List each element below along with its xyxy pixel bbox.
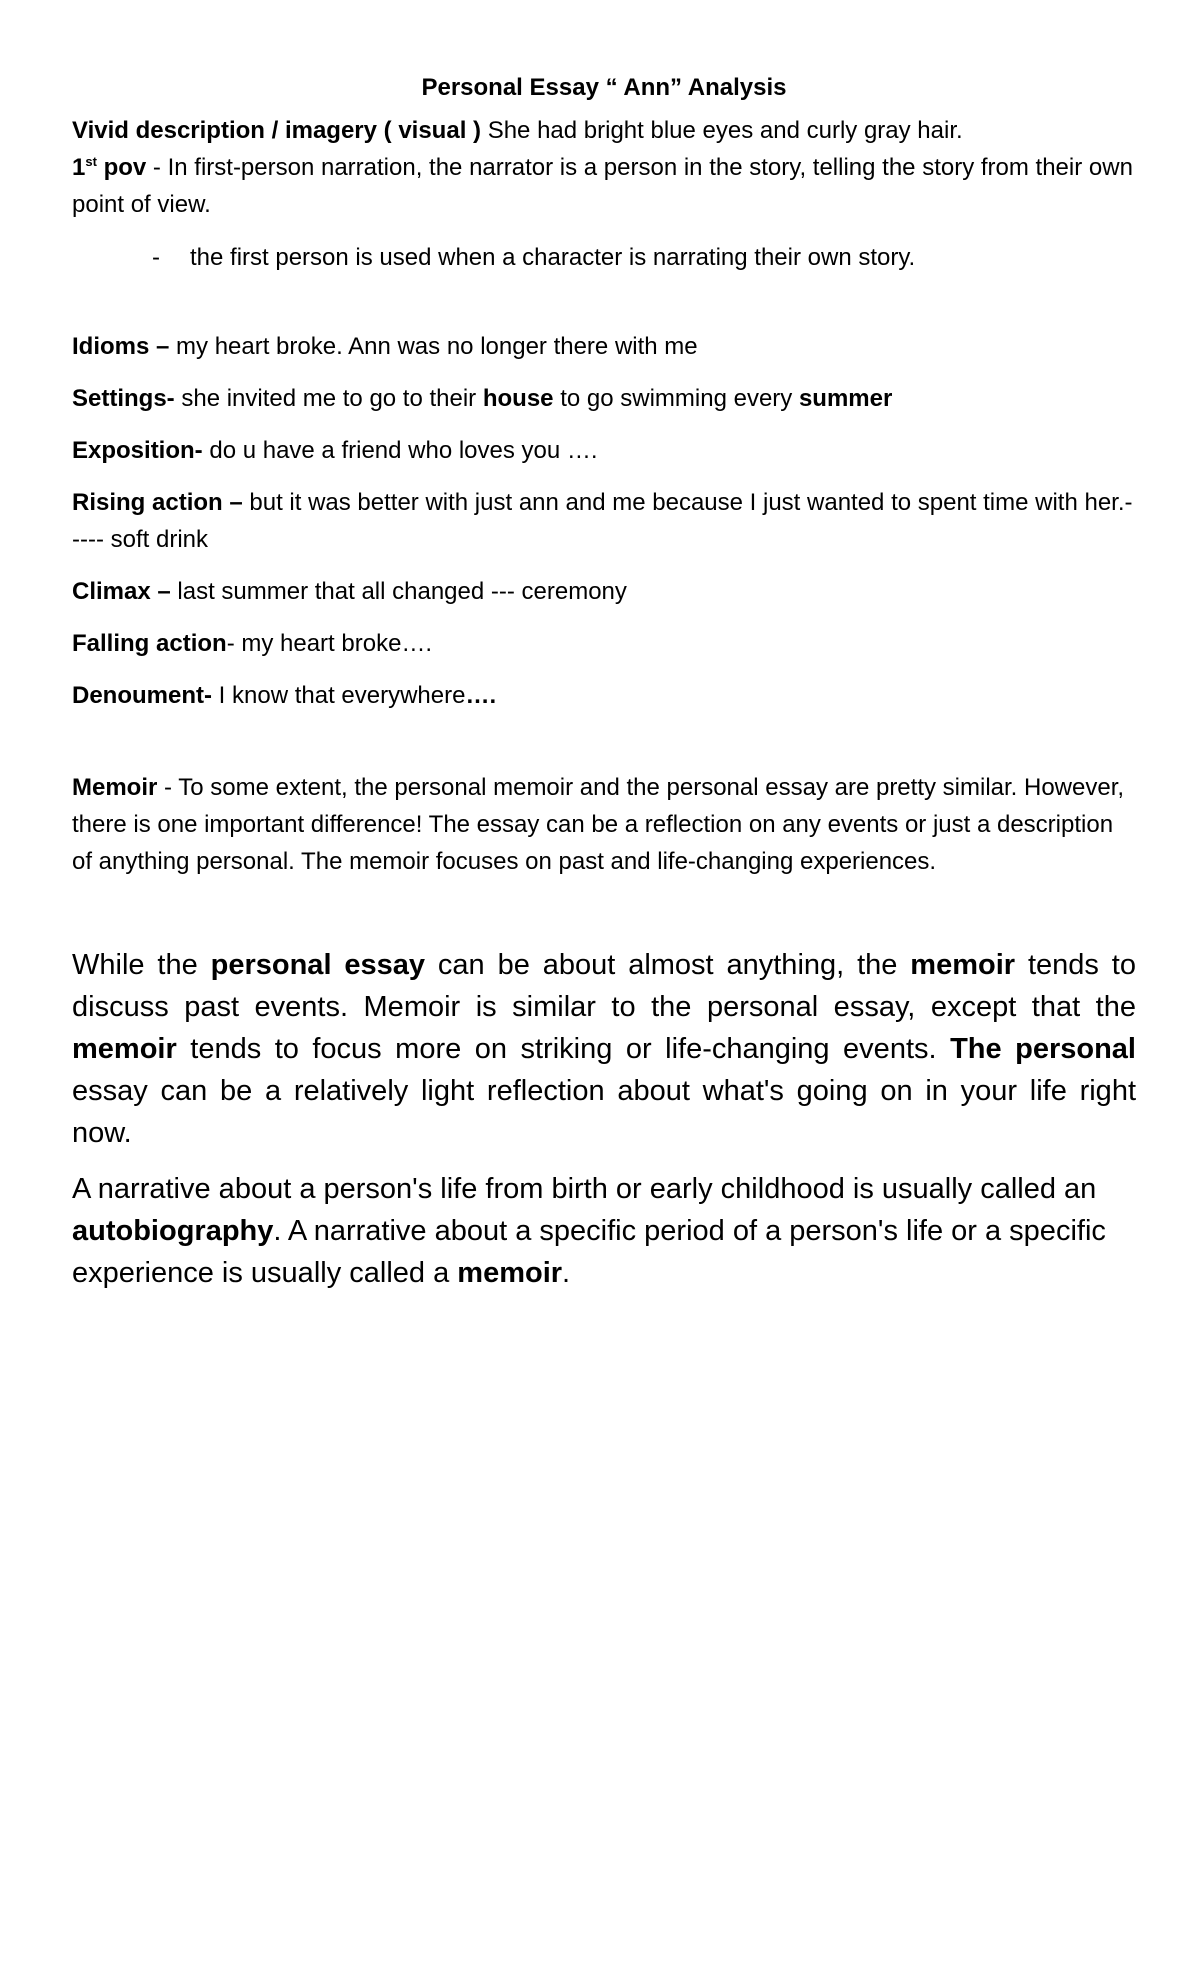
para1-text-2: can be about almost anything, the (425, 949, 911, 981)
falling-action-line (72, 625, 1136, 662)
climax-label: Climax – (72, 578, 171, 605)
para2-bold-autobiography: autobiography (72, 1215, 274, 1247)
bullet-dash: - (152, 244, 160, 271)
pov-label: pov (96, 154, 147, 181)
denoument-text: I know that everywhere (212, 682, 466, 709)
pov-superscript: st (85, 154, 97, 169)
idioms-text: my heart broke. Ann was no longer there with me (169, 333, 698, 360)
memoir-text: - To some extent, the personal memoir and the personal essay are pretty similar. However, there is one important difference! The essay can be a reflection on any events or just a description of anything personal. The memoir focuses on past and life-changing experiences. (72, 774, 1125, 875)
para2-text-3: . (562, 1257, 571, 1289)
para1-text-4: tends to focus more on striking or life-changing events. (176, 1033, 951, 1065)
para1-text-3: tends to discuss past events. Memoir is similar to the personal essay, except that the (72, 949, 1136, 1023)
denoument-line (72, 677, 1136, 714)
para2-bold-memoir: memoir (457, 1257, 563, 1289)
pov-paragraph (72, 149, 1136, 223)
falling-action-label: Falling action (72, 630, 227, 657)
pov-text: - In first-person narration, the narrator is a person in the story, telling the story from their own point of view. (72, 154, 1133, 218)
exposition-text: do u have a friend who loves you …. (202, 437, 598, 464)
para1-bold-personal-essay: personal essay (210, 949, 426, 981)
climax-text: last summer that all changed --- ceremony (170, 578, 627, 605)
para1-bold-the-personal: The personal (950, 1033, 1136, 1065)
exposition-label: Exposition- (72, 437, 203, 464)
para2-text-1: A narrative about a person's life from birth or early childhood is usually called an (72, 1173, 1097, 1205)
idioms-label: Idioms – (72, 333, 170, 360)
denoument-ellipsis: …. (465, 682, 497, 709)
idioms-line (72, 328, 1136, 365)
denoument-label: Denoument- (72, 682, 212, 709)
bullet-text: the first person is used when a character is narrating their own story. (190, 244, 916, 271)
page-title: Personal Essay “ Ann” Analysis (421, 74, 787, 101)
pov-number: 1 (72, 154, 86, 181)
climax-line (72, 573, 1136, 610)
personal-essay-paragraph (72, 944, 1136, 1154)
para1-text-1: While the (72, 949, 211, 981)
settings-bold-summer: summer (798, 385, 893, 412)
settings-text-2: to go swimming every (553, 385, 799, 412)
bullet-item (72, 239, 1136, 276)
vivid-description-label: Vivid description / imagery ( visual ) (72, 117, 482, 144)
vivid-description-text: She had bright blue eyes and curly gray hair. (481, 117, 963, 144)
settings-bold-house: house (482, 385, 554, 412)
rising-action-label: Rising action – (72, 489, 243, 516)
memoir-label: Memoir (72, 774, 158, 801)
para1-bold-memoir-2: memoir (72, 1033, 177, 1065)
settings-label: Settings- (72, 385, 175, 412)
vivid-description-line (72, 112, 1136, 149)
falling-action-text: - my heart broke…. (226, 630, 433, 657)
document-page (72, 70, 1136, 1294)
settings-line (72, 380, 1136, 417)
rising-action-text: but it was better with just ann and me because I just wanted to spent time with her.----- soft drink (72, 489, 1133, 553)
para1-bold-memoir-1: memoir (910, 949, 1016, 981)
exposition-line (72, 432, 1136, 469)
memoir-paragraph (72, 769, 1136, 880)
para2-text-2: . A narrative about a specific period of a person's life or a specific experience is usually called a (72, 1215, 1106, 1289)
autobiography-paragraph (72, 1168, 1136, 1294)
rising-action-paragraph (72, 484, 1136, 558)
para1-text-5: essay can be a relatively light reflection about what's going on in your life right now. (72, 1075, 1136, 1149)
settings-text-1: she invited me to go to their (174, 385, 483, 412)
